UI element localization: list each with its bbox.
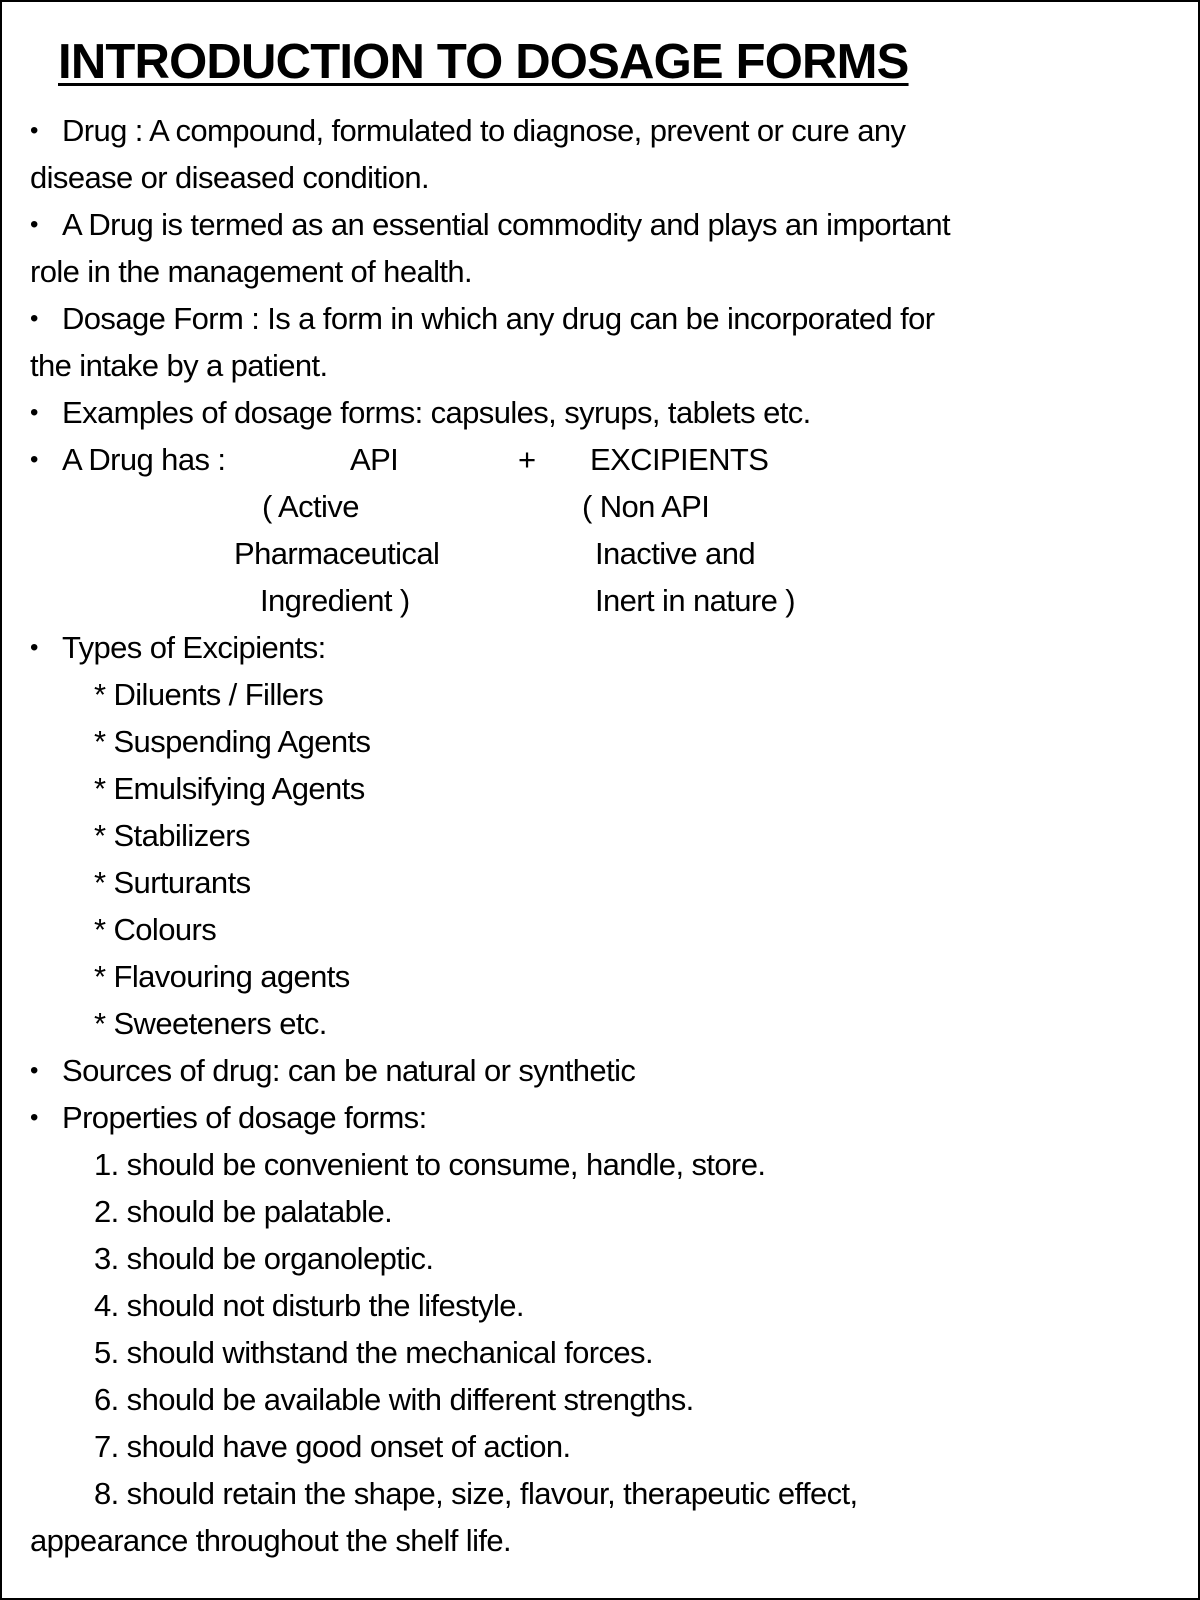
excipient-type: * Stabilizers bbox=[94, 818, 250, 853]
property-item: 8. should retain the shape, size, flavour, therapeutic effect, bbox=[94, 1476, 858, 1511]
excipients-label: EXCIPIENTS bbox=[590, 442, 769, 477]
types-heading: Types of Excipients: bbox=[62, 630, 326, 665]
bullet-icon: • bbox=[30, 399, 38, 426]
property-item: 4. should not disturb the lifestyle. bbox=[94, 1288, 524, 1323]
dosage-form-definition-cont: the intake by a patient. bbox=[30, 348, 328, 383]
api-desc: Pharmaceutical bbox=[234, 536, 440, 571]
bullet-icon: • bbox=[30, 211, 38, 238]
excipient-type: * Flavouring agents bbox=[94, 959, 350, 994]
drug-has-label: A Drug has : bbox=[62, 442, 226, 477]
bullet-icon: • bbox=[30, 446, 38, 473]
bullet-icon: • bbox=[30, 305, 38, 332]
excipient-type: * Colours bbox=[94, 912, 217, 947]
api-desc: Ingredient ) bbox=[260, 583, 410, 618]
excipients-desc: Inactive and bbox=[595, 536, 755, 571]
essential-commodity-cont: role in the management of health. bbox=[30, 254, 473, 289]
sources: Sources of drug: can be natural or synthetic bbox=[62, 1053, 636, 1088]
dosage-form-definition: Dosage Form : Is a form in which any drug can be incorporated for bbox=[62, 301, 935, 336]
bullet-icon: • bbox=[30, 117, 38, 144]
bullet-icon: • bbox=[30, 1104, 38, 1131]
property-item: 3. should be organoleptic. bbox=[94, 1241, 434, 1276]
property-item: 2. should be palatable. bbox=[94, 1194, 393, 1229]
excipient-type: * Suspending Agents bbox=[94, 724, 371, 759]
api-desc: ( Active bbox=[262, 489, 359, 524]
excipient-type: * Sweeteners etc. bbox=[94, 1006, 327, 1041]
property-item: 6. should be available with different strengths. bbox=[94, 1382, 694, 1417]
property-item: 7. should have good onset of action. bbox=[94, 1429, 571, 1464]
api-label: API bbox=[350, 442, 399, 477]
property-item-cont: appearance throughout the shelf life. bbox=[30, 1523, 512, 1558]
essential-commodity: A Drug is termed as an essential commodity and plays an important bbox=[62, 207, 951, 242]
bullet-icon: • bbox=[30, 1057, 38, 1084]
property-item: 5. should withstand the mechanical forces. bbox=[94, 1335, 653, 1370]
property-item: 1. should be convenient to consume, handle, store. bbox=[94, 1147, 766, 1182]
excipient-type: * Diluents / Fillers bbox=[94, 677, 324, 712]
excipients-desc: ( Non API bbox=[582, 489, 710, 524]
properties-heading: Properties of dosage forms: bbox=[62, 1100, 427, 1135]
drug-definition: Drug : A compound, formulated to diagnose, prevent or cure any bbox=[62, 113, 906, 148]
slide-title: INTRODUCTION TO DOSAGE FORMS bbox=[58, 35, 909, 89]
drug-definition-cont: disease or diseased condition. bbox=[30, 160, 430, 195]
excipient-type: * Emulsifying Agents bbox=[94, 771, 365, 806]
bullet-icon: • bbox=[30, 634, 38, 661]
plus-sign: + bbox=[518, 442, 536, 477]
examples: Examples of dosage forms: capsules, syrups, tablets etc. bbox=[62, 395, 811, 430]
excipient-type: * Surturants bbox=[94, 865, 251, 900]
excipients-desc: Inert in nature ) bbox=[595, 583, 796, 618]
